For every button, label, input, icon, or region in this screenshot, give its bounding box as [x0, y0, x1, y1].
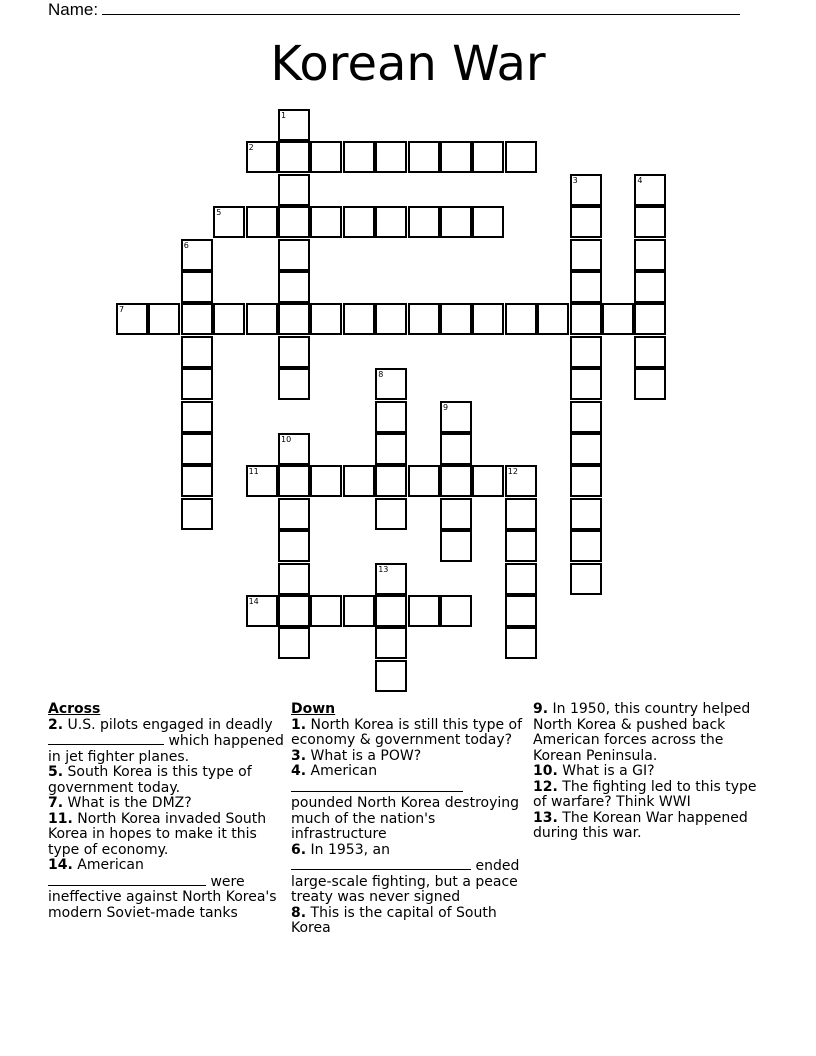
crossword-cell[interactable] [213, 206, 245, 238]
crossword-cell[interactable] [278, 627, 310, 659]
crossword-cell[interactable] [570, 368, 602, 400]
crossword-cell[interactable] [375, 595, 407, 627]
clue-number: 11. [48, 810, 73, 827]
clue-item [291, 749, 523, 765]
answer-blank [291, 858, 471, 870]
clue-item [48, 796, 284, 812]
crossword-cell[interactable] [570, 498, 602, 530]
clue-number: 6. [291, 841, 307, 858]
clue-number: 8 [378, 370, 384, 380]
crossword-cell[interactable] [634, 239, 666, 271]
clue-item [291, 718, 523, 749]
crossword-cell[interactable] [634, 368, 666, 400]
crossword-cell[interactable] [181, 401, 213, 433]
crossword-cell[interactable] [440, 498, 472, 530]
crossword-cell[interactable] [440, 595, 472, 627]
crossword-cell[interactable] [570, 401, 602, 433]
crossword-cell[interactable] [343, 141, 375, 173]
answer-blank [291, 780, 463, 792]
clue-number: 4. [291, 763, 307, 779]
clue-item [291, 764, 523, 843]
crossword-cell[interactable] [570, 530, 602, 562]
crossword-cell[interactable] [375, 498, 407, 530]
crossword-cell[interactable] [570, 271, 602, 303]
clue-number: 7. [48, 795, 64, 811]
clue-text: What is a POW? [310, 747, 422, 764]
clue-number: 10. [533, 763, 558, 779]
crossword-cell[interactable] [408, 465, 440, 497]
crossword-cell[interactable] [278, 336, 310, 368]
clue-item [48, 858, 284, 921]
clue-number: 12 [507, 467, 518, 477]
crossword-cell[interactable] [310, 303, 342, 335]
clue-number: 13. [533, 809, 558, 826]
crossword-cell[interactable] [505, 627, 537, 659]
crossword-cell[interactable] [570, 336, 602, 368]
clue-number: 14 [248, 597, 259, 606]
clue-number: 9 [443, 402, 449, 412]
crossword-cell[interactable] [343, 595, 375, 627]
clue-text: The Korean War happened during this war. [533, 809, 748, 841]
crossword-cell[interactable] [375, 433, 407, 465]
crossword-cell[interactable] [472, 303, 504, 335]
crossword-cell[interactable] [472, 465, 504, 497]
crossword-cell[interactable] [246, 141, 278, 173]
crossword-cell[interactable] [278, 141, 310, 173]
crossword-cell[interactable] [602, 303, 634, 335]
crossword-cell[interactable] [181, 303, 213, 335]
crossword-cell[interactable] [278, 303, 310, 335]
clue-number: 7 [119, 305, 125, 315]
clue-number: 3 [572, 175, 578, 185]
clue-item [291, 843, 523, 906]
clue-number: 8. [291, 904, 307, 921]
crossword-cell[interactable] [278, 174, 310, 206]
crossword-cell[interactable] [408, 595, 440, 627]
crossword-cell[interactable] [505, 530, 537, 562]
crossword-cell[interactable] [278, 530, 310, 562]
down-clues [291, 702, 523, 937]
clue-number: 5. [48, 764, 64, 780]
clue-item [48, 765, 284, 796]
crossword-cell[interactable] [472, 141, 504, 173]
clue-text: North Korea invaded South Korea in hopes to make it this type of economy. [48, 810, 267, 858]
clue-number: 2 [248, 143, 254, 153]
clue-text: The fighting led to this type of warfare? Think WWI [533, 778, 757, 810]
clue-number: 9. [533, 701, 549, 717]
crossword-cell[interactable] [505, 498, 537, 530]
crossword-cell[interactable] [343, 465, 375, 497]
clue-text: This is the capital of South Korea [291, 904, 497, 936]
crossword-cell[interactable] [310, 141, 342, 173]
clue-text-continued: ended large-scale fighting, but a peace treaty was never signed [291, 858, 520, 905]
clue-number: 1 [281, 111, 287, 120]
crossword-cell[interactable] [440, 141, 472, 173]
crossword-cell[interactable] [375, 303, 407, 335]
crossword-cell[interactable] [440, 465, 472, 497]
clue-text: U.S. pilots engaged in deadly [67, 716, 273, 733]
clue-text: American [77, 857, 144, 873]
clue-item [533, 764, 769, 780]
crossword-cell[interactable] [278, 206, 310, 238]
crossword-cell[interactable] [181, 433, 213, 465]
crossword-cell[interactable] [375, 465, 407, 497]
crossword-cell[interactable] [278, 109, 310, 141]
crossword-cell[interactable] [310, 595, 342, 627]
crossword-cell[interactable] [375, 660, 407, 692]
crossword-cell[interactable] [148, 303, 180, 335]
clue-number: 6 [183, 240, 189, 250]
crossword-cell[interactable] [505, 563, 537, 595]
clue-number: 12. [533, 778, 558, 795]
crossword-cell[interactable] [408, 206, 440, 238]
crossword-cell[interactable] [213, 303, 245, 335]
crossword-cell[interactable] [278, 498, 310, 530]
crossword-cell[interactable] [246, 595, 278, 627]
clue-number: 5 [216, 208, 222, 218]
clue-number: 2. [48, 716, 64, 733]
crossword-cell[interactable] [375, 563, 407, 595]
clue-number: 3. [291, 747, 307, 764]
clue-text: In 1953, an [310, 841, 390, 858]
crossword-cell[interactable] [537, 303, 569, 335]
crossword-cell[interactable] [278, 595, 310, 627]
crossword-cell[interactable] [278, 271, 310, 303]
crossword-cell[interactable] [505, 303, 537, 335]
crossword-cell[interactable] [570, 563, 602, 595]
crossword-cell[interactable] [343, 303, 375, 335]
answer-blank [48, 733, 164, 745]
clue-text-continued: pounded North Korea destroying much of the nation's infrastructure [291, 795, 520, 842]
crossword-cell[interactable] [505, 141, 537, 173]
crossword-cell[interactable] [505, 595, 537, 627]
crossword-cell[interactable] [246, 303, 278, 335]
clue-item [533, 811, 769, 842]
crossword-cell[interactable] [634, 336, 666, 368]
clue-item [533, 780, 769, 811]
page-title: Korean War [270, 36, 546, 92]
across-heading: Across [48, 701, 101, 717]
crossword-cell[interactable] [440, 303, 472, 335]
crossword-cell[interactable] [246, 206, 278, 238]
clue-text-continued: were ineffective against North Korea's modern Soviet-made tanks [48, 873, 277, 921]
crossword-cell[interactable] [472, 206, 504, 238]
crossword-cell[interactable] [570, 174, 602, 206]
clue-text-continued: which happened in jet fighter planes. [48, 733, 284, 765]
crossword-cell[interactable] [440, 401, 472, 433]
crossword-cell[interactable] [278, 239, 310, 271]
across-clues [48, 702, 284, 921]
crossword-cell[interactable] [116, 303, 148, 335]
clue-text: North Korea is still this type of economy & government today? [291, 716, 523, 748]
crossword-cell[interactable] [375, 368, 407, 400]
crossword-cell[interactable] [634, 271, 666, 303]
clue-item [291, 906, 523, 937]
crossword-cell[interactable] [181, 239, 213, 271]
clue-number: 13 [378, 564, 389, 574]
crossword-cell[interactable] [440, 530, 472, 562]
crossword-cell[interactable] [375, 401, 407, 433]
crossword-cell[interactable] [505, 465, 537, 497]
crossword-cell[interactable] [181, 336, 213, 368]
crossword-cell[interactable] [181, 498, 213, 530]
clue-number: 1. [291, 716, 307, 733]
answer-blank [48, 874, 206, 886]
crossword-cell[interactable] [278, 563, 310, 595]
clue-item [48, 718, 284, 766]
crossword-cell[interactable] [343, 206, 375, 238]
crossword-cell[interactable] [634, 174, 666, 206]
crossword-cell[interactable] [181, 465, 213, 497]
crossword-cell[interactable] [570, 206, 602, 238]
crossword-cell[interactable] [570, 433, 602, 465]
crossword-cell[interactable] [181, 271, 213, 303]
clue-number: 4 [637, 175, 643, 185]
crossword-cell[interactable] [634, 303, 666, 335]
crossword-cell[interactable] [278, 368, 310, 400]
clue-text: In 1950, this country helped North Korea & pushed back American forces across the Korean Peninsula. [533, 701, 751, 764]
crossword-cell[interactable] [570, 239, 602, 271]
crossword-cell[interactable] [408, 141, 440, 173]
crossword-cell[interactable] [246, 465, 278, 497]
crossword-cell[interactable] [408, 303, 440, 335]
clue-text: American [310, 763, 378, 779]
crossword-cell[interactable] [375, 627, 407, 659]
clue-text: What is a GI? [562, 763, 655, 779]
crossword-cell[interactable] [440, 433, 472, 465]
clue-text: What is the DMZ? [67, 795, 192, 811]
crossword-cell[interactable] [440, 206, 472, 238]
down-heading: Down [291, 701, 336, 717]
crossword-cell[interactable] [310, 465, 342, 497]
crossword-cell[interactable] [181, 368, 213, 400]
crossword-cell[interactable] [634, 206, 666, 238]
clue-text: South Korea is this type of government today. [48, 764, 252, 796]
crossword-cell[interactable] [278, 433, 310, 465]
name-label: Name: [48, 0, 99, 19]
clue-item [533, 702, 769, 764]
crossword-cell[interactable] [570, 303, 602, 335]
crossword-cell[interactable] [375, 206, 407, 238]
clue-number: 10 [281, 435, 292, 444]
down-clues-continued [533, 702, 769, 842]
clue-item [48, 812, 284, 859]
crossword-cell[interactable] [570, 465, 602, 497]
crossword-cell[interactable] [310, 206, 342, 238]
clue-number: 11 [248, 467, 259, 477]
crossword-cell[interactable] [375, 141, 407, 173]
crossword-cell[interactable] [278, 465, 310, 497]
clue-number: 14. [48, 857, 73, 873]
